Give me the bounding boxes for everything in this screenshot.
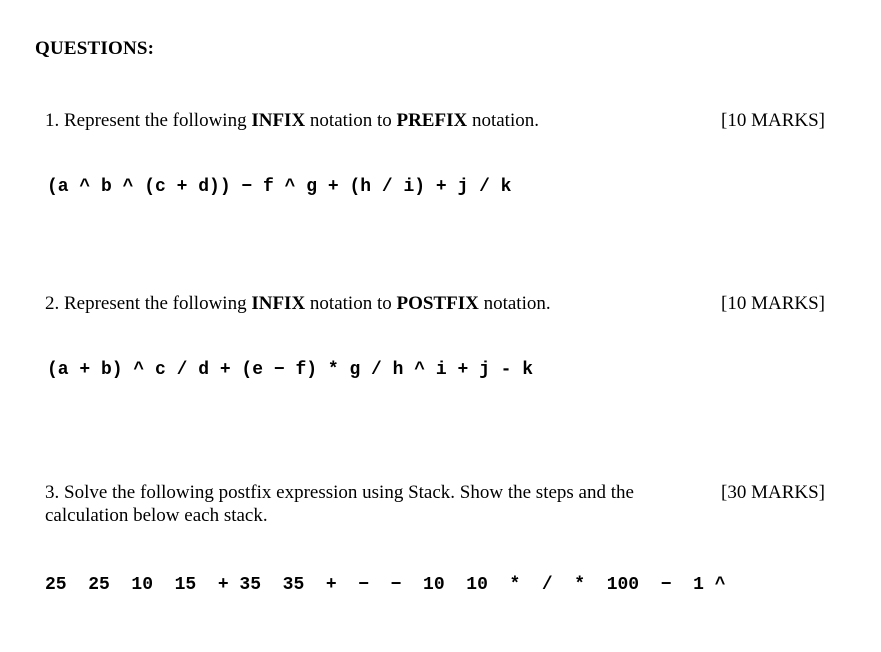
question-1-text-b: notation to <box>305 110 397 131</box>
question-2-text-a: Represent the following <box>64 293 252 314</box>
question-1-text-a: Represent the following <box>64 110 252 131</box>
question-3-text: Solve the following postfix expression using Stack. Show the steps and the calculation below each stack. <box>45 482 634 526</box>
question-3 <box>45 481 665 527</box>
question-1-marks: [10 MARKS] <box>721 110 825 131</box>
question-2-marks: [10 MARKS] <box>721 293 825 314</box>
question-2-text-b: notation to <box>305 293 397 314</box>
question-3-number: 3. <box>45 482 60 503</box>
question-1 <box>45 109 539 132</box>
question-2-bold-a: INFIX <box>251 293 306 314</box>
page-heading: QUESTIONS: <box>35 38 155 59</box>
question-1-expression: (a ^ b ^ (c + d)) − f ^ g + (h / i) + j / k <box>47 177 512 197</box>
question-2 <box>45 292 551 315</box>
question-2-number: 2. <box>45 293 60 314</box>
question-2-text-c: notation. <box>478 293 551 314</box>
question-3-marks: [30 MARKS] <box>721 482 825 503</box>
question-2-bold-b: POSTFIX <box>396 293 479 314</box>
question-3-expression: 25 25 10 15 + 35 35 + − − 10 10 * / * 100 − 1 ^ <box>45 575 726 595</box>
question-2-expression: (a + b) ^ c / d + (e − f) * g / h ^ i + j - k <box>47 360 534 380</box>
question-1-number: 1. <box>45 110 60 131</box>
question-1-text-c: notation. <box>467 110 539 131</box>
question-1-bold-b: PREFIX <box>396 110 468 131</box>
question-1-bold-a: INFIX <box>251 110 306 131</box>
